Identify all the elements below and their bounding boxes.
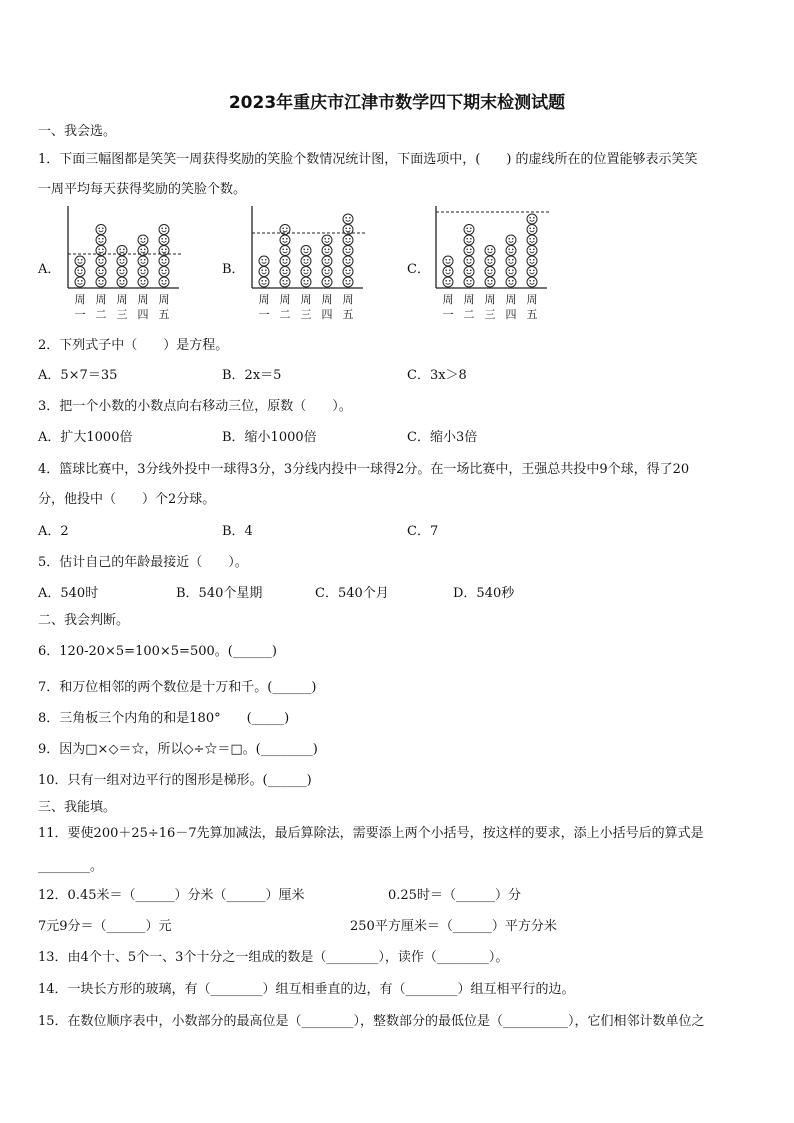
smiley-face-icon xyxy=(464,267,474,277)
day-label-bottom: 五 xyxy=(158,308,170,321)
question-5: 5．估计自己的年龄最接近（ ）。 xyxy=(38,555,248,570)
question-4-line1: 4．篮球比赛中，3分线外投中一球得3分，3分线内投中一球得2分。在一场比赛中，王强总共投中9个球，得了20 xyxy=(38,462,690,477)
smiley-face-icon xyxy=(485,246,495,256)
day-label-bottom: 三 xyxy=(116,308,128,321)
smiley-face-icon xyxy=(443,277,453,287)
option-a-label[interactable]: A． xyxy=(38,262,61,277)
chart-b xyxy=(244,204,369,326)
smiley-face-icon xyxy=(343,267,353,277)
smiley-face-icon xyxy=(506,246,516,256)
q4-option-a[interactable]: A．2 xyxy=(38,524,69,539)
smiley-face-icon xyxy=(485,277,495,287)
smiley-face-icon xyxy=(322,246,332,256)
smiley-face-icon xyxy=(280,256,290,266)
option-c-label[interactable]: C． xyxy=(407,262,430,277)
question-3: 3．把一个小数的小数点向右移动三位，原数（ ）。 xyxy=(38,399,352,414)
smiley-face-icon xyxy=(527,267,537,277)
smiley-face-icon xyxy=(280,246,290,256)
day-label-bottom: 五 xyxy=(342,308,354,321)
smiley-face-icon xyxy=(138,256,148,266)
smiley-face-icon xyxy=(96,256,106,266)
day-label-bottom: 三 xyxy=(300,308,312,321)
question-12-part1: 12．0.45米＝（______）分米（______）厘米 xyxy=(38,888,305,903)
q5-option-a[interactable]: A．540时 xyxy=(38,586,99,601)
smiley-face-icon xyxy=(322,256,332,266)
smiley-face-icon xyxy=(75,277,85,287)
question-12-part3: 7元9分＝（______）元 xyxy=(38,919,172,934)
day-label-top: 周 xyxy=(526,293,538,306)
page-title: 2023年重庆市江津市数学四下期末检测试题 xyxy=(228,93,566,113)
chart-a xyxy=(60,204,185,326)
smiley-face-icon xyxy=(527,214,537,224)
q2-option-b[interactable]: B．2x＝5 xyxy=(222,368,282,383)
day-label-bottom: 一 xyxy=(74,308,86,321)
question-7: 7．和万位相邻的两个数位是十万和千。(______) xyxy=(38,680,317,695)
question-12-part2: 0.25时＝（______）分 xyxy=(388,888,521,903)
question-12-part4: 250平方厘米＝（______）平方分米 xyxy=(350,919,557,934)
smiley-face-icon xyxy=(464,256,474,266)
option-b-label[interactable]: B． xyxy=(222,262,245,277)
question-8: 8．三角板三个内角的和是180° (_____) xyxy=(38,711,290,726)
smiley-face-icon xyxy=(527,246,537,256)
day-label-top: 周 xyxy=(95,293,107,306)
smiley-face-icon xyxy=(343,246,353,256)
day-label-bottom: 二 xyxy=(463,308,475,321)
smiley-face-icon xyxy=(301,277,311,287)
day-label-bottom: 二 xyxy=(95,308,107,321)
day-label-bottom: 一 xyxy=(442,308,454,321)
smiley-face-icon xyxy=(343,214,353,224)
smiley-face-icon xyxy=(343,256,353,266)
smiley-face-icon xyxy=(506,256,516,266)
day-label-top: 周 xyxy=(463,293,475,306)
day-label-bottom: 四 xyxy=(137,308,149,321)
question-11-line2: ________。 xyxy=(38,859,104,874)
day-label-top: 周 xyxy=(279,293,291,306)
day-label-top: 周 xyxy=(300,293,312,306)
question-13: 13．由4个十、5个一、3个十分之一组成的数是（________），读作（________）。 xyxy=(38,950,509,965)
q4-option-c[interactable]: C．7 xyxy=(407,524,439,539)
smiley-face-icon xyxy=(117,277,127,287)
smiley-face-icon xyxy=(259,267,269,277)
smiley-face-icon xyxy=(138,235,148,245)
smiley-face-icon xyxy=(117,256,127,266)
q2-option-a[interactable]: A．5×7＝35 xyxy=(38,368,118,383)
q2-option-c[interactable]: C．3x＞8 xyxy=(407,368,467,383)
smiley-face-icon xyxy=(159,256,169,266)
day-label-bottom: 三 xyxy=(484,308,496,321)
smiley-face-icon xyxy=(506,277,516,287)
question-9: 9．因为□×◇＝☆，所以◇÷☆＝□。(________) xyxy=(38,742,318,757)
smiley-face-icon xyxy=(96,277,106,287)
question-6: 6．120-20×5=100×5=500。(______) xyxy=(38,644,277,659)
smiley-face-icon xyxy=(138,267,148,277)
smiley-face-icon xyxy=(301,256,311,266)
smiley-face-icon xyxy=(527,277,537,287)
q5-option-d[interactable]: D．540秒 xyxy=(453,586,515,601)
day-label-top: 周 xyxy=(505,293,517,306)
smiley-face-icon xyxy=(159,235,169,245)
day-label-top: 周 xyxy=(116,293,128,306)
q3-option-c[interactable]: C．缩小3倍 xyxy=(407,430,478,445)
day-label-top: 周 xyxy=(321,293,333,306)
question-2: 2．下列式子中（ ）是方程。 xyxy=(38,338,229,353)
smiley-face-icon xyxy=(159,267,169,277)
smiley-face-icon xyxy=(485,256,495,266)
day-label-bottom: 一 xyxy=(258,308,270,321)
q5-option-b[interactable]: B．540个星期 xyxy=(176,586,263,601)
pictograph-svg xyxy=(428,204,553,326)
q3-option-b[interactable]: B．缩小1000倍 xyxy=(222,430,317,445)
smiley-face-icon xyxy=(443,267,453,277)
chart-c xyxy=(428,204,553,326)
pictograph-svg xyxy=(60,204,185,326)
smiley-face-icon xyxy=(343,235,353,245)
smiley-face-icon xyxy=(464,277,474,287)
question-15: 15．在数位顺序表中，小数部分的最高位是（________），整数部分的最低位是（__________），它们相邻计数单位之 xyxy=(38,1014,705,1029)
smiley-face-icon xyxy=(280,235,290,245)
smiley-face-icon xyxy=(75,256,85,266)
smiley-face-icon xyxy=(506,267,516,277)
question-4-line2: 分，他投中（ ）个2分球。 xyxy=(38,492,216,507)
day-label-top: 周 xyxy=(74,293,86,306)
smiley-face-icon xyxy=(464,225,474,235)
question-10: 10．只有一组对边平行的图形是梯形。(______) xyxy=(38,773,312,788)
section-heading-fill: 三、我能填。 xyxy=(38,800,117,815)
smiley-face-icon xyxy=(464,246,474,256)
smiley-face-icon xyxy=(485,267,495,277)
day-label-bottom: 四 xyxy=(505,308,517,321)
day-label-top: 周 xyxy=(342,293,354,306)
q4-option-b[interactable]: B．4 xyxy=(222,524,253,539)
smiley-face-icon xyxy=(322,267,332,277)
smiley-face-icon xyxy=(280,277,290,287)
smiley-face-icon xyxy=(301,246,311,256)
smiley-face-icon xyxy=(443,256,453,266)
smiley-face-icon xyxy=(259,277,269,287)
smiley-face-icon xyxy=(527,256,537,266)
pictograph-svg xyxy=(244,204,369,326)
day-label-top: 周 xyxy=(442,293,454,306)
smiley-face-icon xyxy=(96,225,106,235)
day-label-bottom: 五 xyxy=(526,308,538,321)
smiley-face-icon xyxy=(322,277,332,287)
day-label-top: 周 xyxy=(158,293,170,306)
smiley-face-icon xyxy=(159,277,169,287)
smiley-face-icon xyxy=(75,267,85,277)
smiley-face-icon xyxy=(117,267,127,277)
smiley-face-icon xyxy=(96,235,106,245)
question-1-line1: 1．下面三幅图都是笑笑一周获得奖励的笑脸个数情况统计图，下面选项中，( ) 的虚线所在的位置能够表示笑笑 xyxy=(38,152,698,167)
question-1-line2: 一周平均每天获得奖励的笑脸个数。 xyxy=(38,182,247,197)
smiley-face-icon xyxy=(259,256,269,266)
question-11-line1: 11．要使200＋25÷16－7先算加减法，最后算除法，需要添上两个小括号，按这样的要求，添上小括号后的算式是 xyxy=(38,826,704,841)
question-14: 14．一块长方形的玻璃，有（________）组互相垂直的边，有（________）组互相平行的边。 xyxy=(38,982,575,997)
section-heading-choice: 一、我会选。 xyxy=(38,124,117,139)
smiley-face-icon xyxy=(506,235,516,245)
smiley-face-icon xyxy=(527,235,537,245)
q5-option-c[interactable]: C．540个月 xyxy=(315,586,389,601)
day-label-top: 周 xyxy=(137,293,149,306)
smiley-face-icon xyxy=(527,225,537,235)
smiley-face-icon xyxy=(159,225,169,235)
smiley-face-icon xyxy=(301,267,311,277)
smiley-face-icon xyxy=(96,267,106,277)
smiley-face-icon xyxy=(280,267,290,277)
section-heading-judge: 二、我会判断。 xyxy=(38,613,130,628)
smiley-face-icon xyxy=(322,235,332,245)
day-label-bottom: 四 xyxy=(321,308,333,321)
day-label-top: 周 xyxy=(484,293,496,306)
day-label-top: 周 xyxy=(258,293,270,306)
q3-option-a[interactable]: A．扩大1000倍 xyxy=(38,430,133,445)
smiley-face-icon xyxy=(138,277,148,287)
smiley-face-icon xyxy=(343,277,353,287)
smiley-face-icon xyxy=(464,235,474,245)
day-label-bottom: 二 xyxy=(279,308,291,321)
